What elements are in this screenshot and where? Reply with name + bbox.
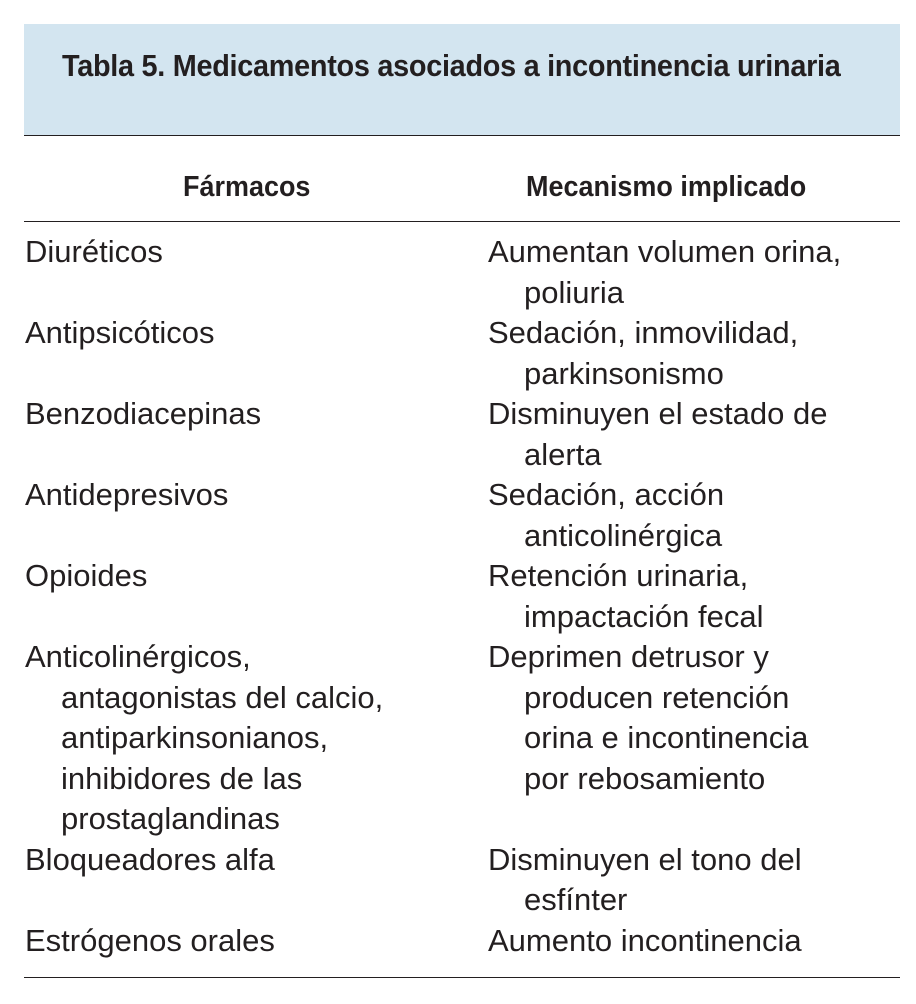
drug-cell: Antipsicóticos [25,315,215,350]
medication-table [24,24,900,978]
mechanism-cell: Aumento incontinencia [488,922,802,958]
table-row [24,556,900,637]
table-row [24,232,900,313]
table-row [24,840,900,921]
table-body [24,222,900,961]
table-row [24,475,900,556]
column-header-mechanism: Mecanismo implicado [526,171,807,203]
drug-cell: Anticolinérgicos, antagonistas del calcio, antiparkinsonianos, inhibidores de las prostaglandinas [25,639,384,836]
drug-cell: Estrógenos orales [25,922,275,958]
drug-cell: Opioides [25,558,148,593]
mechanism-cell: Deprimen detrusor y producen retención orina e incontinencia por rebosamiento [488,639,809,796]
table-row [24,637,900,840]
mechanism-cell: Sedación, acción anticolinérgica [488,477,725,553]
drug-cell: Bloqueadores alfa [25,841,275,877]
drug-cell: Diuréticos [25,234,163,269]
drug-cell: Antidepresivos [25,477,229,512]
table-title: Tabla 5. Medicamentos asociados a incontinencia urinaria [62,48,841,83]
column-header-drugs: Fármacos [183,171,311,203]
table-row [24,921,900,962]
table-bottom-rule [24,977,900,978]
mechanism-cell: Disminuyen el estado de alerta [488,396,828,472]
table-row [24,394,900,475]
mechanism-cell: Retención urinaria, impactación fecal [488,558,764,634]
table-row [24,313,900,394]
table-title-band [24,24,900,136]
mechanism-cell: Aumentan volumen orina, poliuria [488,234,842,310]
mechanism-cell: Disminuyen el tono del esfínter [488,841,802,917]
drug-cell: Benzodiacepinas [25,396,262,431]
table-header-row [24,136,900,222]
mechanism-cell: Sedación, inmovilidad, parkinsonismo [488,315,799,391]
